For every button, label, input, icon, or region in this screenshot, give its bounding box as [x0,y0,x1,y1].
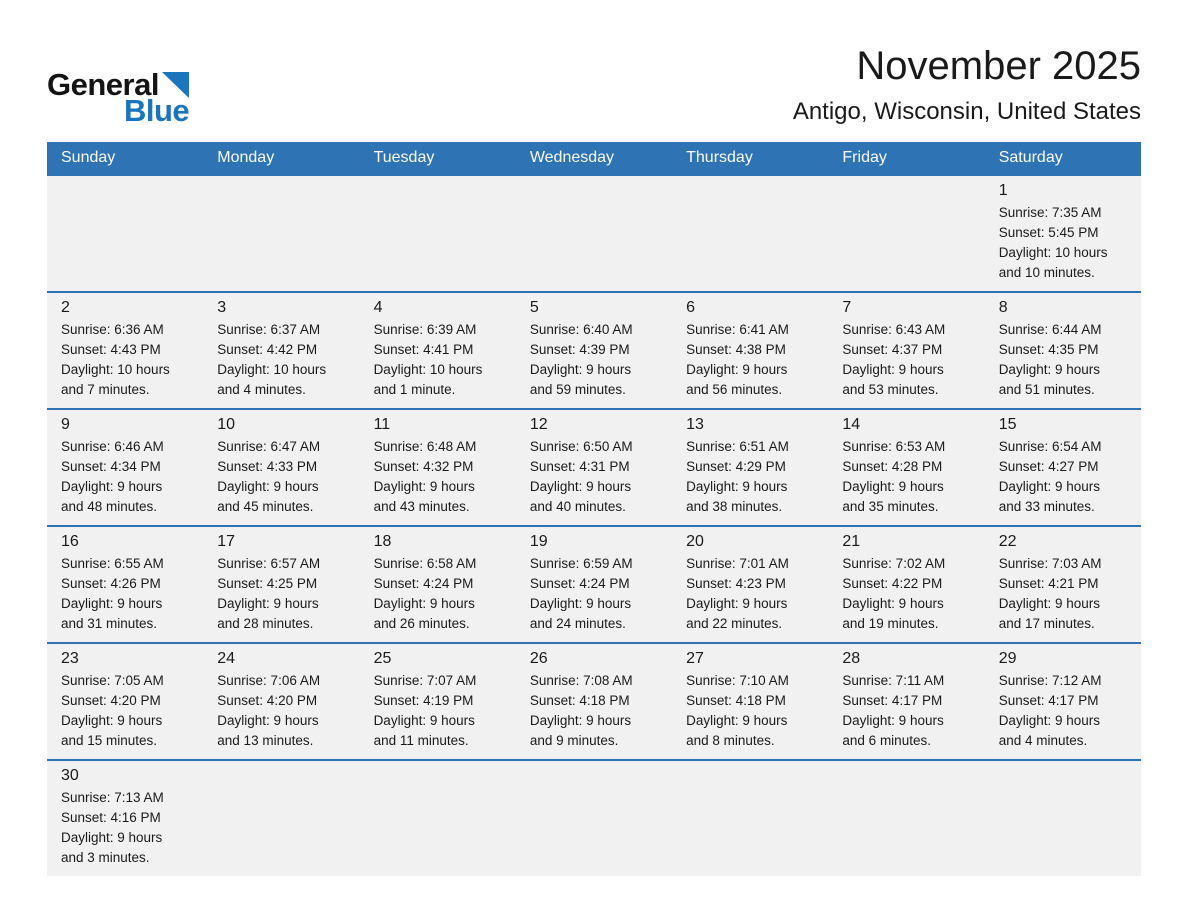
day-info-line: Daylight: 9 hours [529,596,632,611]
day-info-line: Daylight: 9 hours [686,596,788,611]
calendar-day-cell [828,526,984,643]
day-info-line: and 40 minutes. [529,499,626,514]
day-info-line: Daylight: 9 hours [61,830,163,845]
day-info-line: Sunrise: 6:44 AM [998,322,1102,337]
calendar-day-cell [360,409,516,526]
calendar-empty-cell [828,760,984,876]
day-number: 15 [998,416,1017,433]
calendar-day-cell [47,643,203,760]
day-number: 3 [217,299,227,316]
day-info-line: Sunset: 4:38 PM [686,342,786,357]
day-info-line: Daylight: 9 hours [998,479,1100,494]
weekday-header-sunday: Sunday [47,142,203,175]
day-number: 4 [373,299,383,316]
day-info-line: Sunset: 4:35 PM [998,342,1099,357]
calendar-day-cell [360,643,516,760]
day-info-line: and 4 minutes. [217,382,306,397]
weekday-header-saturday: Saturday [985,142,1141,175]
calendar-day-cell [360,526,516,643]
day-info-line: Sunrise: 6:47 AM [217,439,321,454]
day-info-line: Sunset: 4:22 PM [842,576,943,591]
day-number: 13 [686,416,704,433]
day-info-line: Sunrise: 6:51 AM [686,439,789,454]
day-info-line: Sunset: 4:42 PM [217,342,318,357]
calendar-day-cell [828,409,984,526]
calendar-day-cell [672,643,828,760]
day-info-line: Sunset: 4:16 PM [61,810,161,825]
page-header [47,44,1141,129]
day-number: 7 [842,299,852,316]
day-info-line: Daylight: 9 hours [842,713,944,728]
weekday-header-monday: Monday [203,142,359,175]
day-info-line: Daylight: 9 hours [998,362,1100,377]
day-info-line: Sunrise: 6:50 AM [529,439,633,454]
day-info-line: Sunset: 4:31 PM [529,459,630,474]
day-info-line: Daylight: 9 hours [217,713,319,728]
calendar-week-row [47,292,1141,409]
day-info-line: Sunset: 4:28 PM [842,459,943,474]
day-info-line: Daylight: 9 hours [529,479,632,494]
day-info-line: and 15 minutes. [61,733,158,748]
calendar-day-cell [985,643,1141,760]
calendar-body [47,175,1141,876]
day-number: 6 [686,299,696,316]
day-number: 14 [842,416,861,433]
day-info-line: and 8 minutes. [686,733,775,748]
day-info-line: and 4 minutes. [998,733,1088,748]
weekday-header-row [47,142,1141,175]
day-info-line: and 51 minutes. [998,382,1095,397]
day-info-line: Sunrise: 7:13 AM [61,790,164,805]
day-info-line: Sunset: 4:37 PM [842,342,943,357]
day-info-line: Sunrise: 6:59 AM [529,556,633,571]
calendar-day-cell [47,760,203,876]
day-info-line: Sunrise: 6:53 AM [842,439,946,454]
calendar-day-cell [47,292,203,409]
day-info-line: Sunrise: 7:12 AM [998,673,1102,688]
calendar-day-cell [985,409,1141,526]
month-title: November 2025 [856,44,1141,88]
day-info-line: and 53 minutes. [842,382,939,397]
day-info-line: Daylight: 10 hours [998,245,1108,260]
day-info-line: and 45 minutes. [217,499,314,514]
calendar-day-cell [516,526,672,643]
calendar-day-cell [203,526,359,643]
calendar-week-row [47,526,1141,643]
day-info-line: Sunset: 4:21 PM [998,576,1099,591]
day-info-line: Daylight: 9 hours [998,596,1100,611]
day-info-line: Daylight: 10 hours [373,362,483,377]
weekday-header-tuesday: Tuesday [360,142,516,175]
day-info-line: Daylight: 9 hours [529,362,632,377]
day-info-line: Sunrise: 7:07 AM [373,673,477,688]
day-info-line: and 33 minutes. [998,499,1095,514]
day-info-line: Sunset: 4:27 PM [998,459,1099,474]
day-info-line: Sunset: 4:20 PM [217,693,318,708]
day-info-line: Sunrise: 6:40 AM [529,322,633,337]
day-info-line: Sunset: 4:39 PM [529,342,630,357]
logo-text-blue: Blue [124,93,190,129]
day-info-line: Daylight: 9 hours [842,596,944,611]
day-number: 10 [217,416,236,433]
day-info-line: Sunrise: 6:46 AM [61,439,164,454]
day-info-line: Daylight: 10 hours [61,362,170,377]
day-number: 18 [373,533,392,550]
day-info-line: Sunrise: 7:02 AM [842,556,946,571]
day-info-line: Sunset: 4:33 PM [217,459,318,474]
day-info-line: Sunset: 4:17 PM [998,693,1099,708]
calendar-week-row [47,643,1141,760]
day-info-line: Sunset: 4:32 PM [373,459,474,474]
location-subtitle: Antigo, Wisconsin, United States [792,98,1141,125]
calendar-day-cell [203,643,359,760]
day-info-line: and 11 minutes. [373,733,469,748]
day-info-line: Daylight: 9 hours [61,596,163,611]
day-number: 5 [529,299,539,316]
day-info-line: Sunrise: 7:06 AM [217,673,321,688]
day-number: 2 [61,299,70,316]
day-info-line: Daylight: 9 hours [686,713,788,728]
calendar-day-cell [985,175,1141,292]
calendar-day-cell [360,292,516,409]
logo-text-general: General [47,67,159,102]
day-info-line: Sunrise: 6:58 AM [373,556,477,571]
calendar-empty-cell [360,175,516,292]
day-info-line: Daylight: 9 hours [61,479,163,494]
day-number: 26 [529,650,548,667]
day-info-line: Sunset: 4:34 PM [61,459,161,474]
calendar-day-cell [985,526,1141,643]
day-info-line: Daylight: 9 hours [373,713,475,728]
day-info-line: Sunrise: 7:03 AM [998,556,1102,571]
day-number: 30 [61,767,79,784]
day-info-line: Daylight: 9 hours [686,479,788,494]
day-number: 25 [373,650,392,667]
day-number: 11 [373,416,391,433]
day-info-line: Daylight: 9 hours [61,713,163,728]
day-info-line: and 1 minute. [373,382,456,397]
day-info-line: Sunset: 4:19 PM [373,693,474,708]
day-number: 12 [529,416,548,433]
day-info-line: Daylight: 9 hours [998,713,1100,728]
calendar-day-cell [672,409,828,526]
calendar-day-cell [828,292,984,409]
day-info-line: Sunset: 4:29 PM [686,459,786,474]
day-info-line: and 7 minutes. [61,382,150,397]
day-info-line: Sunrise: 7:10 AM [686,673,789,688]
calendar-empty-cell [203,175,359,292]
day-info-line: and 59 minutes. [529,382,626,397]
day-info-line: Daylight: 9 hours [842,479,944,494]
day-info-line: Sunrise: 7:01 AM [686,556,789,571]
calendar-empty-cell [203,760,359,876]
calendar-day-cell [47,409,203,526]
day-number: 9 [61,416,70,433]
day-info-line: and 13 minutes. [217,733,314,748]
calendar-empty-cell [516,175,672,292]
day-info-line: and 28 minutes. [217,616,314,631]
calendar-head [47,142,1141,175]
calendar-empty-cell [672,175,828,292]
day-info-line: and 43 minutes. [373,499,470,514]
day-info-line: Sunset: 4:25 PM [217,576,318,591]
calendar-day-cell [672,526,828,643]
day-info-line: Sunset: 5:45 PM [998,225,1099,240]
weekday-header-thursday: Thursday [672,142,828,175]
day-number: 8 [998,299,1008,316]
day-number: 21 [842,533,861,550]
day-info-line: and 56 minutes. [686,382,783,397]
day-number: 23 [61,650,79,667]
calendar-empty-cell [985,760,1141,876]
day-info-line: Sunrise: 7:08 AM [529,673,633,688]
day-info-line: and 9 minutes. [529,733,619,748]
calendar-empty-cell [360,760,516,876]
calendar-day-cell [516,292,672,409]
day-info-line: and 24 minutes. [529,616,626,631]
calendar-day-cell [516,409,672,526]
calendar-empty-cell [47,175,203,292]
day-number: 1 [998,182,1008,199]
day-info-line: Sunrise: 7:11 AM [842,673,945,688]
day-info-line: Sunrise: 6:57 AM [217,556,321,571]
day-number: 24 [217,650,236,667]
day-info-line: and 48 minutes. [61,499,158,514]
day-info-line: Sunset: 4:24 PM [373,576,474,591]
day-number: 16 [61,533,79,550]
day-info-line: Sunrise: 6:48 AM [373,439,477,454]
day-info-line: and 10 minutes. [998,265,1095,280]
calendar-week-row [47,409,1141,526]
day-info-line: Sunset: 4:17 PM [842,693,943,708]
calendar-day-cell [516,643,672,760]
day-info-line: Sunset: 4:43 PM [61,342,161,357]
day-info-line: Daylight: 9 hours [217,479,319,494]
calendar-empty-cell [516,760,672,876]
day-info-line: and 17 minutes. [998,616,1095,631]
day-info-line: Daylight: 9 hours [217,596,319,611]
day-info-line: Daylight: 10 hours [217,362,327,377]
calendar-day-cell [828,643,984,760]
general-blue-logo [47,67,190,129]
day-info-line: and 6 minutes. [842,733,931,748]
day-info-line: and 22 minutes. [686,616,783,631]
day-info-line: Sunrise: 6:36 AM [61,322,164,337]
calendar-day-cell [672,292,828,409]
day-info-line: Sunset: 4:41 PM [373,342,474,357]
day-info-line: Sunrise: 6:41 AM [686,322,789,337]
day-info-line: Sunrise: 6:37 AM [217,322,321,337]
calendar-day-cell [203,292,359,409]
day-info-line: Sunrise: 6:43 AM [842,322,946,337]
day-number: 29 [998,650,1017,667]
calendar-day-cell [985,292,1141,409]
day-info-line: Sunset: 4:18 PM [686,693,786,708]
calendar-table [47,142,1141,876]
calendar-week-row [47,175,1141,292]
day-info-line: and 35 minutes. [842,499,939,514]
day-number: 17 [217,533,236,550]
day-info-line: Sunrise: 7:05 AM [61,673,164,688]
day-info-line: and 3 minutes. [61,850,150,865]
day-info-line: Sunrise: 6:39 AM [373,322,477,337]
day-info-line: Sunset: 4:20 PM [61,693,161,708]
day-info-line: and 38 minutes. [686,499,783,514]
day-info-line: Sunrise: 6:55 AM [61,556,164,571]
day-info-line: and 31 minutes. [61,616,158,631]
day-number: 28 [842,650,861,667]
day-info-line: Sunset: 4:24 PM [529,576,630,591]
weekday-header-wednesday: Wednesday [516,142,672,175]
weekday-header-friday: Friday [828,142,984,175]
title-block [793,44,1141,126]
day-info-line: Sunset: 4:23 PM [686,576,786,591]
day-info-line: Daylight: 9 hours [529,713,632,728]
calendar-empty-cell [828,175,984,292]
calendar-empty-cell [672,760,828,876]
calendar-day-cell [47,526,203,643]
day-info-line: Sunset: 4:26 PM [61,576,161,591]
day-info-line: Daylight: 9 hours [373,479,475,494]
day-info-line: Daylight: 9 hours [373,596,475,611]
day-number: 27 [686,650,704,667]
day-number: 19 [529,533,548,550]
day-info-line: and 26 minutes. [373,616,470,631]
calendar-day-cell [203,409,359,526]
day-number: 22 [998,533,1017,550]
day-info-line: and 19 minutes. [842,616,939,631]
day-info-line: Sunrise: 6:54 AM [998,439,1102,454]
day-info-line: Daylight: 9 hours [686,362,788,377]
day-info-line: Sunset: 4:18 PM [529,693,630,708]
calendar-week-row [47,760,1141,876]
day-info-line: Daylight: 9 hours [842,362,944,377]
day-number: 20 [686,533,704,550]
day-info-line: Sunrise: 7:35 AM [998,205,1102,220]
